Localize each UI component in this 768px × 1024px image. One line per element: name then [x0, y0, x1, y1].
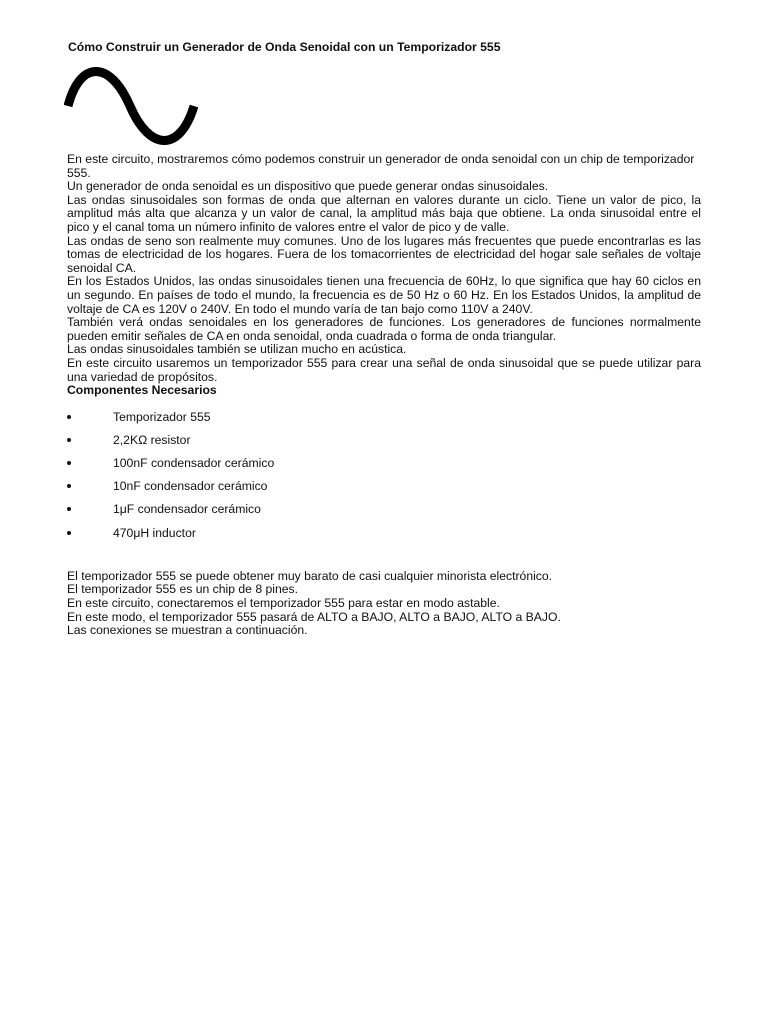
closing-paragraph: El temporizador 555 se puede obtener muy barato de casi cualquier minorista electrónico. — [67, 568, 553, 583]
sine-wave-icon — [64, 66, 198, 146]
component-label: 470μH inductor — [113, 525, 196, 540]
intro-paragraph: Un generador de onda senoidal es un dispositivo que puede generar ondas sinusoidales. — [67, 179, 549, 194]
list-item — [67, 411, 701, 434]
component-label: 100nF condensador cerámico — [113, 456, 275, 471]
intro-paragraph: En este circuito, mostraremos cómo podemos construir un generador de onda senoidal con un chip de temporizador 555. — [67, 152, 695, 180]
list-item — [67, 457, 701, 480]
closing-section — [67, 570, 701, 638]
document-title: Cómo Construir un Generador de Onda Senoidal con un Temporizador 555 — [68, 40, 501, 54]
component-label: 2,2KΩ resistor — [113, 432, 191, 447]
closing-paragraph: En este circuito, conectaremos el temporizador 555 para estar en modo astable. — [67, 596, 500, 610]
closing-paragraph: En este modo, el temporizador 555 pasará de ALTO a BAJO, ALTO a BAJO, ALTO a BAJO. — [67, 609, 561, 624]
component-label: 1μF condensador cerámico — [113, 502, 261, 517]
list-item — [67, 527, 701, 550]
bullet-icon — [67, 415, 71, 419]
intro-paragraph: En los Estados Unidos, las ondas sinusoidales tienen una frecuencia de 60Hz, lo que significa que hay 60 ciclos en un segundo. En países de todo el mundo, la frecuencia es de 50 Hz o 60 Hz. En los Estados Unidos, la amplitud de voltaje de CA es 120V o 240V. En todo el mundo varía de tan bajo como 110V a 240V. — [67, 274, 701, 316]
document-body — [67, 153, 701, 638]
bullet-icon — [67, 438, 71, 442]
component-label: 10nF condensador cerámico — [113, 479, 268, 494]
bullet-icon — [67, 484, 71, 488]
list-item — [67, 480, 701, 503]
component-label: Temporizador 555 — [113, 409, 211, 424]
intro-paragraph: Las ondas sinusoidales son formas de onda que alternan en valores durante un ciclo. Tiene un valor de pico, la amplitud más alta que alcanza y un valor de canal, la amplitud más baja que obtiene. La onda sinusoidal entre el pico y el canal toma un número infinito de valores entre el valor de pico y de valle. — [67, 192, 701, 234]
closing-paragraph: Las conexiones se muestran a continuación. — [67, 623, 308, 638]
intro-paragraph: También verá ondas senoidales en los generadores de funciones. Los generadores de funciones normalmente pueden emitir señales de CA en onda senoidal, onda cuadrada o forma de onda triangular. — [67, 315, 701, 343]
list-item — [67, 434, 701, 457]
intro-paragraph: Las ondas sinusoidales también se utilizan mucho en acústica. — [67, 342, 407, 357]
list-item — [67, 503, 701, 526]
components-list — [67, 411, 701, 550]
intro-paragraph: En este circuito usaremos un temporizador 555 para crear una señal de onda sinusoidal que se puede utilizar para una variedad de propósitos. — [67, 355, 701, 384]
intro-paragraph: Las ondas de seno son realmente muy comunes. Uno de los lugares más frecuentes que puede encontrarlas es las tomas de electricidad de los hogares. Fuera de los tomacorrientes de electricidad del hogar sale señales de voltaje senoidal CA. — [67, 233, 701, 275]
bullet-icon — [67, 507, 71, 511]
closing-paragraph: El temporizador 555 es un chip de 8 pines. — [67, 582, 299, 597]
bullet-icon — [67, 461, 71, 465]
bullet-icon — [67, 531, 71, 535]
components-heading: Componentes Necesarios — [67, 383, 217, 398]
